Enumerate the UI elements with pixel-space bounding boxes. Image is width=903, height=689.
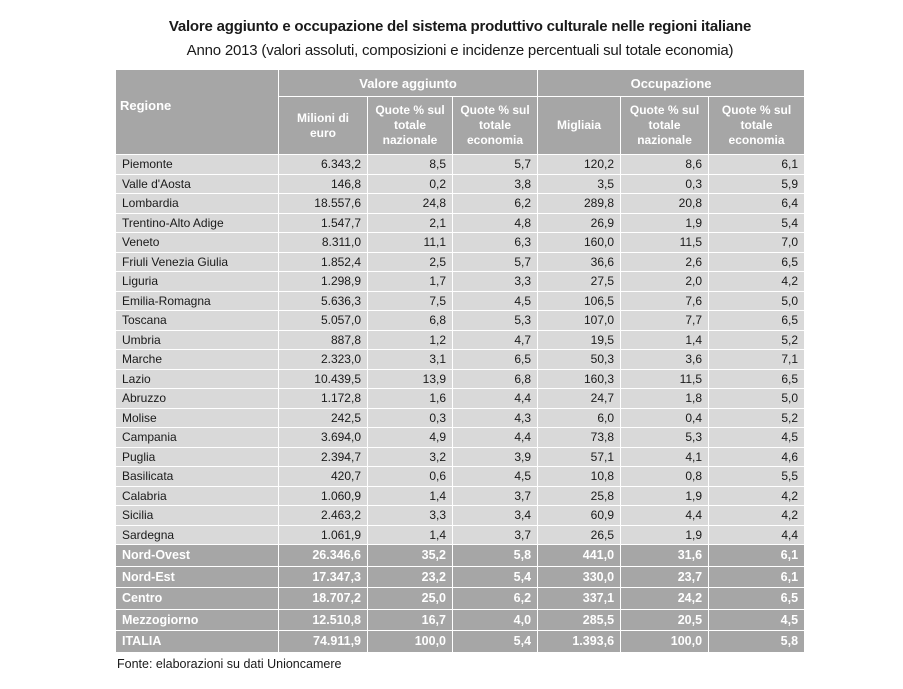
region-name: Puglia [116,447,279,467]
table-row [116,467,805,487]
cell-value: 887,8 [279,330,368,350]
table-row [116,311,805,331]
region-name: Basilicata [116,467,279,487]
cell-value: 2.394,7 [279,447,368,467]
group-header-valore-aggiunto: Valore aggiunto [279,70,538,97]
cell-value: 50,3 [538,350,621,370]
cell-value: 12.510,8 [279,609,368,631]
cell-value: 20,8 [621,194,709,214]
cell-value: 4,2 [709,486,805,506]
table-row [116,447,805,467]
region-name: ITALIA [116,631,279,653]
cell-value: 4,2 [709,272,805,292]
cell-value: 5,4 [709,213,805,233]
cell-value: 5,8 [453,545,538,567]
cell-value: 1,8 [621,389,709,409]
cell-value: 120,2 [538,155,621,175]
cell-value: 4,5 [453,467,538,487]
cell-value: 4,7 [453,330,538,350]
cell-value: 2.323,0 [279,350,368,370]
cell-value: 6,5 [453,350,538,370]
cell-value: 6,5 [709,311,805,331]
table-row [116,486,805,506]
cell-value: 26,9 [538,213,621,233]
table-row [116,291,805,311]
cell-value: 5,3 [621,428,709,448]
summary-row [116,631,805,653]
cell-value: 10,8 [538,467,621,487]
cell-value: 5,2 [709,408,805,428]
cell-value: 1.852,4 [279,252,368,272]
cell-value: 6,5 [709,369,805,389]
column-header-va-quote-nazionale: Quote % sul totale nazionale [368,97,453,155]
column-header-regione: Regione [116,70,279,155]
cell-value: 6,1 [709,155,805,175]
cell-value: 1,2 [368,330,453,350]
region-name: Toscana [116,311,279,331]
table-row [116,233,805,253]
column-header-migliaia: Migliaia [538,97,621,155]
cell-value: 6,8 [368,311,453,331]
cell-value: 8.311,0 [279,233,368,253]
region-name: Sardegna [116,525,279,545]
cell-value: 4,8 [453,213,538,233]
cell-value: 4,6 [709,447,805,467]
cell-value: 36,6 [538,252,621,272]
cell-value: 107,0 [538,311,621,331]
table-row [116,174,805,194]
table-row [116,389,805,409]
region-name: Mezzogiorno [116,609,279,631]
cell-value: 25,0 [368,588,453,610]
data-table [115,69,805,653]
cell-value: 1,4 [621,330,709,350]
cell-value: 5,0 [709,389,805,409]
table-row [116,272,805,292]
cell-value: 0,6 [368,467,453,487]
region-name: Marche [116,350,279,370]
table-row [116,369,805,389]
cell-value: 7,6 [621,291,709,311]
cell-value: 73,8 [538,428,621,448]
cell-value: 0,3 [621,174,709,194]
cell-value: 11,1 [368,233,453,253]
cell-value: 18.707,2 [279,588,368,610]
cell-value: 1,9 [621,525,709,545]
cell-value: 11,5 [621,233,709,253]
table-row [116,506,805,526]
cell-value: 7,0 [709,233,805,253]
cell-value: 1.061,9 [279,525,368,545]
cell-value: 2,6 [621,252,709,272]
cell-value: 2,5 [368,252,453,272]
region-name: Abruzzo [116,389,279,409]
cell-value: 6,3 [453,233,538,253]
cell-value: 23,2 [368,566,453,588]
cell-value: 3,5 [538,174,621,194]
cell-value: 4,3 [453,408,538,428]
cell-value: 6,1 [709,545,805,567]
cell-value: 4,4 [453,389,538,409]
cell-value: 16,7 [368,609,453,631]
cell-value: 17.347,3 [279,566,368,588]
cell-value: 1.060,9 [279,486,368,506]
cell-value: 5,0 [709,291,805,311]
cell-value: 1,7 [368,272,453,292]
cell-value: 25,8 [538,486,621,506]
cell-value: 6,0 [538,408,621,428]
region-name: Nord-Ovest [116,545,279,567]
table-row [116,408,805,428]
cell-value: 6,5 [709,252,805,272]
cell-value: 1,9 [621,213,709,233]
cell-value: 4,5 [453,291,538,311]
summary-row [116,588,805,610]
cell-value: 5,7 [453,155,538,175]
cell-value: 26,5 [538,525,621,545]
cell-value: 106,5 [538,291,621,311]
cell-value: 7,1 [709,350,805,370]
region-name: Centro [116,588,279,610]
cell-value: 2.463,2 [279,506,368,526]
cell-value: 4,5 [709,428,805,448]
region-name: Umbria [116,330,279,350]
cell-value: 6.343,2 [279,155,368,175]
cell-value: 5,2 [709,330,805,350]
region-name: Valle d'Aosta [116,174,279,194]
cell-value: 3,8 [453,174,538,194]
cell-value: 441,0 [538,545,621,567]
cell-value: 3,4 [453,506,538,526]
cell-value: 8,5 [368,155,453,175]
cell-value: 3,7 [453,486,538,506]
cell-value: 7,5 [368,291,453,311]
cell-value: 5.636,3 [279,291,368,311]
cell-value: 3,6 [621,350,709,370]
cell-value: 8,6 [621,155,709,175]
summary-row [116,566,805,588]
cell-value: 6,2 [453,588,538,610]
table-row [116,252,805,272]
cell-value: 1.298,9 [279,272,368,292]
cell-value: 10.439,5 [279,369,368,389]
table-title: Valore aggiunto e occupazione del sistema produttivo culturale nelle regioni italiane [168,18,752,35]
region-name: Emilia-Romagna [116,291,279,311]
cell-value: 19,5 [538,330,621,350]
table-row [116,155,805,175]
cell-value: 5,4 [453,631,538,653]
cell-value: 6,5 [709,588,805,610]
region-name: Sicilia [116,506,279,526]
cell-value: 1.172,8 [279,389,368,409]
group-header-occupazione: Occupazione [538,70,805,97]
cell-value: 5,7 [453,252,538,272]
cell-value: 4,0 [453,609,538,631]
cell-value: 18.557,6 [279,194,368,214]
cell-value: 0,2 [368,174,453,194]
cell-value: 0,4 [621,408,709,428]
region-name: Liguria [116,272,279,292]
cell-value: 3,2 [368,447,453,467]
region-name: Veneto [116,233,279,253]
table-row [116,428,805,448]
cell-value: 5,8 [709,631,805,653]
cell-value: 60,9 [538,506,621,526]
cell-value: 4,5 [709,609,805,631]
region-name: Campania [116,428,279,448]
table-row [116,330,805,350]
cell-value: 3,7 [453,525,538,545]
cell-value: 6,1 [709,566,805,588]
cell-value: 5,9 [709,174,805,194]
cell-value: 11,5 [621,369,709,389]
cell-value: 0,8 [621,467,709,487]
cell-value: 420,7 [279,467,368,487]
cell-value: 26.346,6 [279,545,368,567]
cell-value: 35,2 [368,545,453,567]
column-header-milioni-euro: Milioni di euro [279,97,368,155]
cell-value: 4,9 [368,428,453,448]
cell-value: 3.694,0 [279,428,368,448]
cell-value: 3,3 [368,506,453,526]
column-header-va-quote-economia: Quote % sul totale economia [453,97,538,155]
region-name: Nord-Est [116,566,279,588]
cell-value: 160,0 [538,233,621,253]
cell-value: 24,7 [538,389,621,409]
cell-value: 5,3 [453,311,538,331]
cell-value: 1,9 [621,486,709,506]
table-row [116,525,805,545]
cell-value: 100,0 [621,631,709,653]
cell-value: 23,7 [621,566,709,588]
cell-value: 27,5 [538,272,621,292]
cell-value: 1.393,6 [538,631,621,653]
cell-value: 330,0 [538,566,621,588]
cell-value: 20,5 [621,609,709,631]
region-name: Trentino-Alto Adige [116,213,279,233]
cell-value: 4,4 [621,506,709,526]
cell-value: 1,4 [368,525,453,545]
table-subtitle: Anno 2013 (valori assoluti, composizioni e incidenze percentuali sul totale economia) [186,42,734,59]
cell-value: 0,3 [368,408,453,428]
cell-value: 6,8 [453,369,538,389]
cell-value: 337,1 [538,588,621,610]
cell-value: 1.547,7 [279,213,368,233]
cell-value: 4,1 [621,447,709,467]
cell-value: 4,4 [453,428,538,448]
cell-value: 74.911,9 [279,631,368,653]
cell-value: 285,5 [538,609,621,631]
cell-value: 242,5 [279,408,368,428]
region-name: Lazio [116,369,279,389]
cell-value: 13,9 [368,369,453,389]
cell-value: 5,4 [453,566,538,588]
cell-value: 57,1 [538,447,621,467]
cell-value: 6,4 [709,194,805,214]
summary-row [116,545,805,567]
cell-value: 3,9 [453,447,538,467]
cell-value: 24,8 [368,194,453,214]
cell-value: 2,1 [368,213,453,233]
region-name: Lombardia [116,194,279,214]
table-row [116,350,805,370]
cell-value: 5,5 [709,467,805,487]
region-name: Friuli Venezia Giulia [116,252,279,272]
column-header-occ-quote-nazionale: Quote % sul totale nazionale [621,97,709,155]
cell-value: 3,1 [368,350,453,370]
cell-value: 289,8 [538,194,621,214]
cell-value: 160,3 [538,369,621,389]
cell-value: 6,2 [453,194,538,214]
cell-value: 100,0 [368,631,453,653]
cell-value: 4,2 [709,506,805,526]
region-name: Piemonte [116,155,279,175]
column-header-occ-quote-economia: Quote % sul totale economia [709,97,805,155]
cell-value: 4,4 [709,525,805,545]
table-body [116,155,805,653]
summary-row [116,609,805,631]
cell-value: 24,2 [621,588,709,610]
table-row [116,194,805,214]
table-row [116,213,805,233]
cell-value: 2,0 [621,272,709,292]
cell-value: 1,6 [368,389,453,409]
cell-value: 146,8 [279,174,368,194]
cell-value: 1,4 [368,486,453,506]
cell-value: 31,6 [621,545,709,567]
cell-value: 7,7 [621,311,709,331]
source-note: Fonte: elaborazioni su dati Unioncamere [117,657,342,671]
cell-value: 3,3 [453,272,538,292]
region-name: Calabria [116,486,279,506]
region-name: Molise [116,408,279,428]
cell-value: 5.057,0 [279,311,368,331]
